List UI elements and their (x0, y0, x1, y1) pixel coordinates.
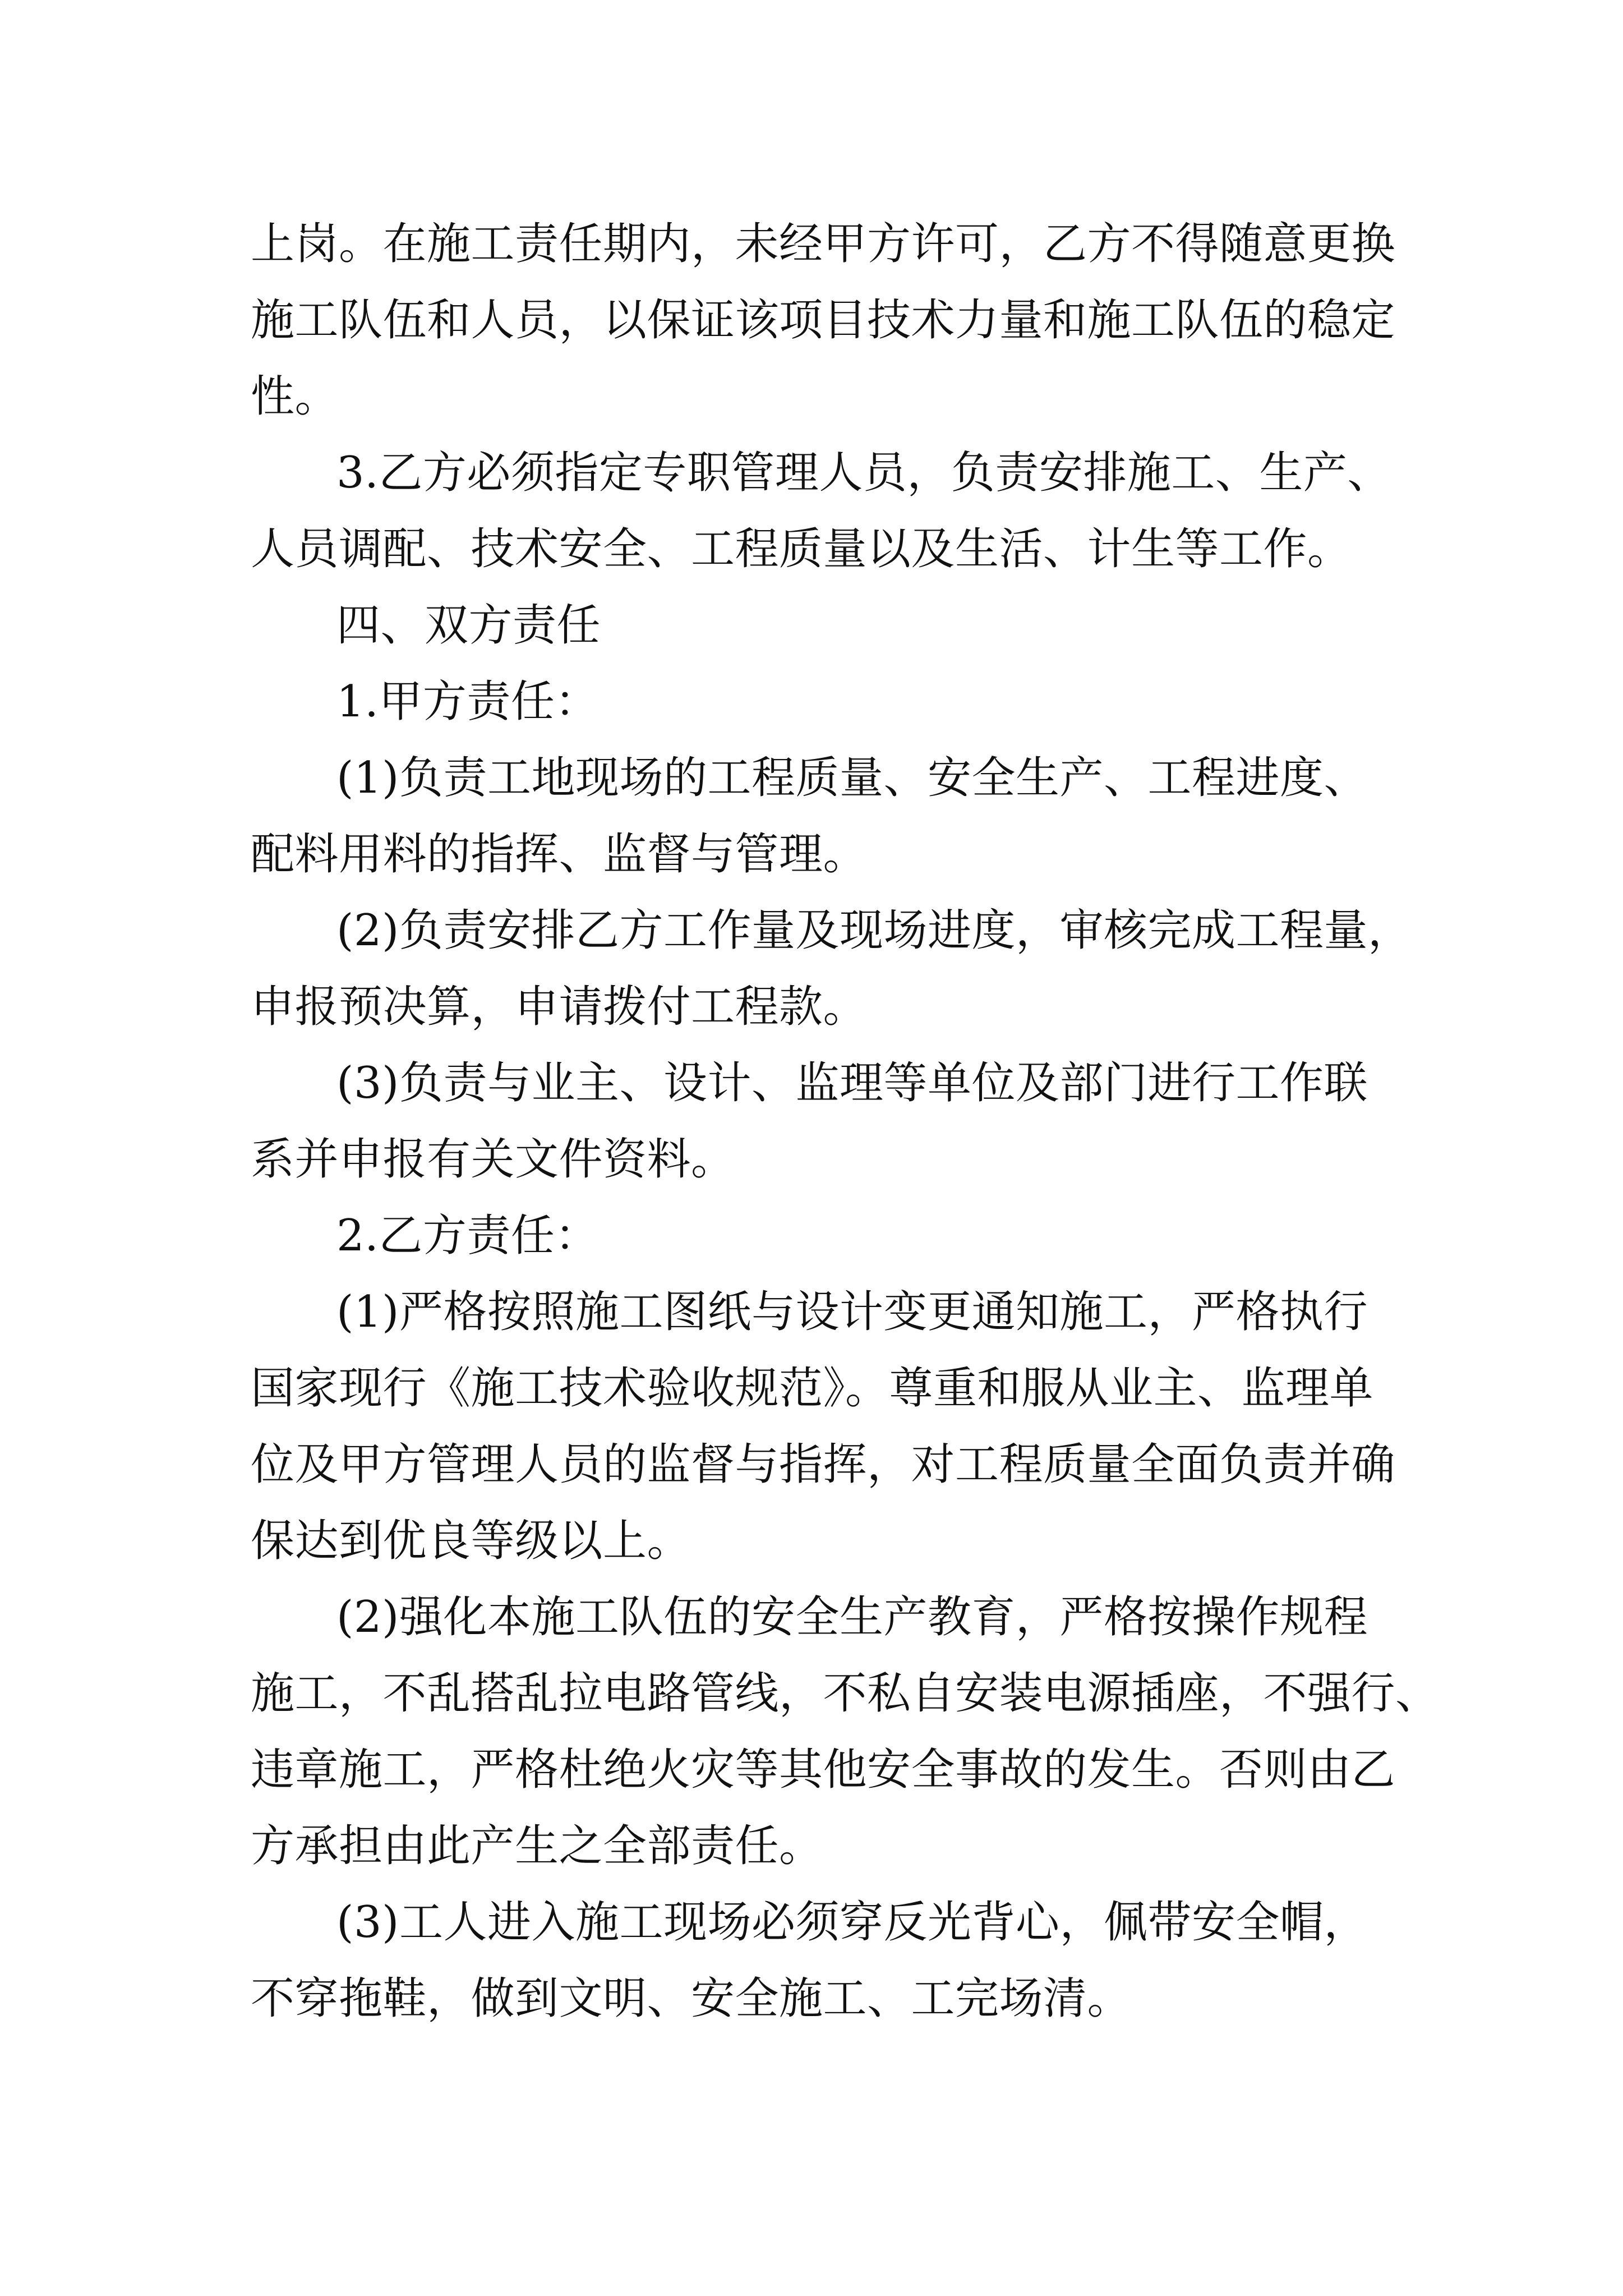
text-line: (2)负责安排乙方工作量及现场进度，审核完成工程量， (336, 905, 1412, 956)
section-heading: 四、双方责任 (336, 600, 601, 651)
text-line: (3)负责与业主、设计、监理等单位及部门进行工作联 (336, 1058, 1368, 1108)
text-line: 配料用料的指挥、监督与管理。 (251, 829, 868, 880)
text-line: 不穿拖鞋，做到文明、安全施工、工完场清。 (251, 1973, 1132, 2024)
text-line: (3)工人进入施工现场必须穿反光背心，佩带安全帽， (336, 1897, 1368, 1948)
text-line: 上岗。在施工责任期内，未经甲方许可，乙方不得随意更换 (251, 219, 1396, 269)
text-line: 申报预决算，申请拨付工程款。 (251, 982, 868, 1032)
subsection-heading: 1.甲方责任： (336, 677, 599, 727)
text-line: 施工，不乱搭乱拉电路管线，不私自安装电源插座，不强行、 (251, 1668, 1440, 1719)
text-line: 性。 (251, 371, 339, 422)
text-line: (1)严格按照施工图纸与设计变更通知施工，严格执行 (336, 1287, 1368, 1337)
text-line: (2)强化本施工队伍的安全生产教育，严格按操作规程 (336, 1592, 1368, 1642)
text-line: 方承担由此产生之全部责任。 (251, 1821, 823, 1871)
text-line: 位及甲方管理人员的监督与指挥，对工程质量全面负责并确 (251, 1439, 1396, 1490)
text-line: (1)负责工地现场的工程质量、安全生产、工程进度、 (336, 753, 1368, 803)
text-line: 国家现行《施工技术验收规范》。尊重和服从业主、监理单 (251, 1363, 1374, 1414)
text-line: 违章施工，严格杜绝火灾等其他安全事故的发生。否则由乙 (251, 1745, 1396, 1795)
text-line: 施工队伍和人员，以保证该项目技术力量和施工队伍的稳定 (251, 295, 1396, 346)
text-line: 人员调配、技术安全、工程质量以及生活、计生等工作。 (251, 524, 1352, 574)
subsection-heading: 2.乙方责任： (336, 1211, 599, 1261)
text-line: 保达到优良等级以上。 (251, 1516, 691, 1566)
text-line: 系并申报有关文件资料。 (251, 1134, 735, 1185)
text-line: 3.乙方必须指定专职管理人员，负责安排施工、生产、 (336, 448, 1391, 498)
